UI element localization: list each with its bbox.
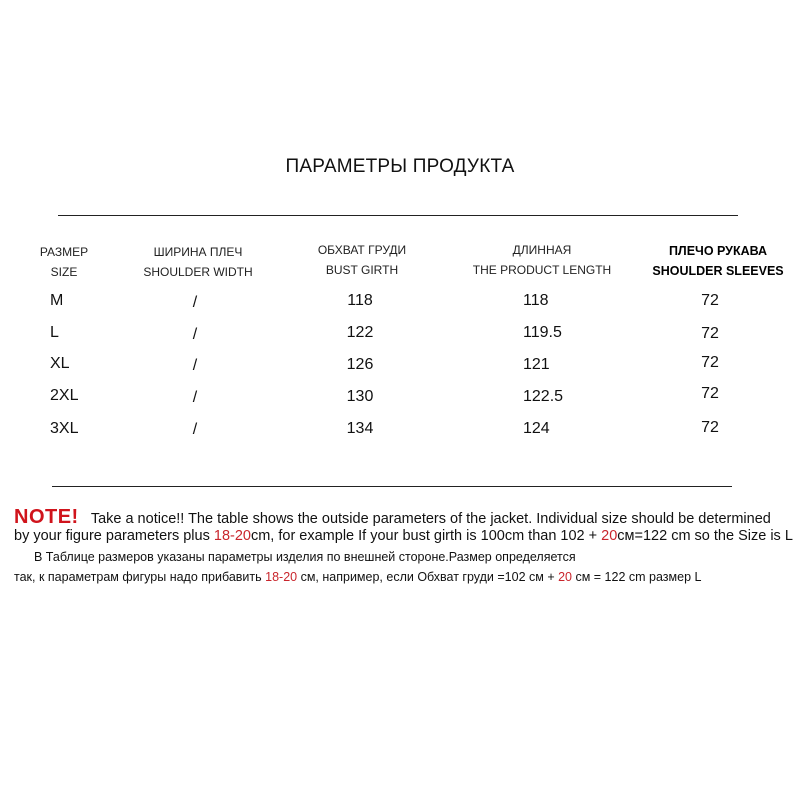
cell-bust-girth: 126 (346, 356, 374, 373)
note-text-1: Take a notice!! The table shows the outside parameters of the jacket. Individual size should be determined (90, 511, 771, 527)
cell-length: 124 (523, 420, 550, 437)
cell-length: 119.5 (523, 324, 562, 341)
cell-shoulder-width: / (192, 326, 198, 343)
cell-bust-girth: 134 (346, 420, 374, 437)
header-product-length (462, 240, 622, 280)
cell-sleeve: 72 (701, 419, 719, 436)
bottom-divider (52, 486, 732, 487)
header-shoulder-sleeves-ru: ПЛЕЧО РУКАВА (668, 244, 768, 258)
header-shoulder-sleeves (638, 241, 798, 281)
page-title: ПАРАМЕТРЫ ПРОДУКТА (285, 156, 515, 177)
cell-shoulder-width: / (192, 294, 198, 311)
cell-sleeve: 72 (701, 385, 719, 402)
note-highlight: 18-20 (265, 570, 298, 584)
header-shoulder-width-en: SHOULDER WIDTH (143, 265, 253, 279)
cell-bust-girth: 130 (346, 388, 374, 405)
cell-length: 118 (523, 292, 549, 309)
cell-size: XL (50, 355, 70, 372)
cell-bust-girth: 122 (346, 324, 374, 341)
note-highlight: 18-20 (213, 528, 251, 544)
note-line-4 (14, 570, 701, 584)
note-highlight: 20 (601, 528, 618, 544)
header-bust-girth-ru: ОБХВАТ ГРУДИ (317, 243, 407, 257)
note-text-2c: cm, for example If your bust girth is 100cm than 102 + (250, 528, 602, 544)
note-text-4c: см, например, если Обхват груди =102 см + (297, 570, 559, 584)
cell-length: 121 (523, 356, 550, 373)
note-highlight: 20 (558, 570, 572, 584)
header-size-ru: РАЗМЕР (39, 245, 89, 259)
cell-shoulder-width: / (192, 389, 198, 406)
cell-size: L (50, 324, 59, 341)
note-label: NOTE! (14, 506, 79, 528)
cell-sleeve: 72 (701, 354, 719, 371)
cell-shoulder-width: / (192, 421, 198, 438)
header-size-en: SIZE (50, 265, 78, 279)
cell-size: 2XL (50, 387, 79, 404)
cell-size: M (50, 292, 64, 309)
cell-sleeve: 72 (701, 292, 719, 309)
cell-length: 122.5 (523, 388, 564, 405)
note-line-1 (14, 506, 771, 529)
note-text-4e: см = 122 cm размер L (572, 570, 702, 584)
note-text-2e: см=122 cm so the Size is L (617, 528, 793, 544)
header-bust-girth (292, 240, 432, 280)
top-divider (58, 215, 738, 216)
note-line-3: В Таблице размеров указаны параметры изделия по внешней стороне.Размер определяется (34, 550, 576, 564)
header-bust-girth-en: BUST GIRTH (325, 263, 399, 277)
cell-shoulder-width: / (192, 357, 198, 374)
note-text-2a: by your figure parameters plus (14, 528, 214, 544)
header-shoulder-width-ru: ШИРИНА ПЛЕЧ (153, 245, 243, 259)
cell-bust-girth: 118 (347, 292, 373, 309)
header-product-length-ru: ДЛИННАЯ (512, 243, 572, 257)
cell-sleeve: 72 (701, 325, 719, 342)
note-text-4a: так, к параметрам фигуры надо прибавить (14, 570, 266, 584)
header-size (24, 242, 104, 282)
cell-size: 3XL (50, 420, 79, 437)
note-line-2 (14, 528, 793, 544)
header-product-length-en: THE PRODUCT LENGTH (472, 263, 612, 277)
header-shoulder-width (128, 242, 268, 282)
header-shoulder-sleeves-en: SHOULDER SLEEVES (652, 264, 784, 278)
